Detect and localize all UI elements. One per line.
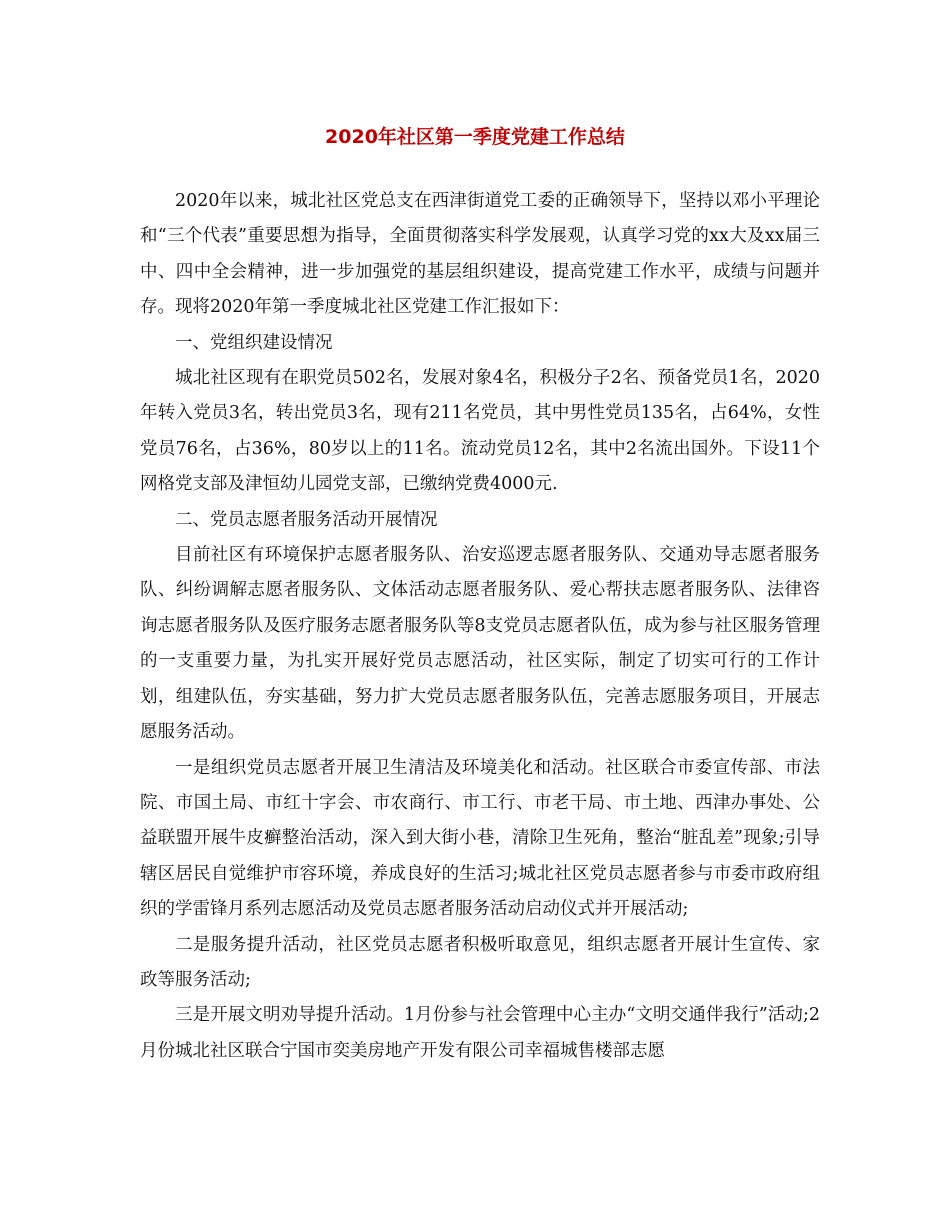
section-heading-2: 二、党员志愿者服务活动开展情况: [175, 509, 438, 530]
paragraph-party-org: 城北社区现有在职党员502名，发展对象4名，积极分子2名、预备党员1名，2020年转入党员3名，转出党员3名，现有211名党员，其中男性党员135名，占64%，女性党员76名，占36%，80岁以上的11名。流动党员12名，其中2名流出国外。下设11个网格党支部及津恒幼儿园党支部，已缴纳党费4000元.: [140, 368, 820, 495]
paragraph-item-3: 三是开展文明劝导提升活动。1月份参与社会管理中心主办“文明交通伴我行”活动;2月份城北社区联合宁国市奕美房地产开发有限公司幸福城售楼部志愿: [140, 1005, 820, 1061]
paragraph-volunteer-teams: 目前社区有环境保护志愿者服务队、治安巡逻志愿者服务队、交通劝导志愿者服务队、纠纷调解志愿者服务队、文体活动志愿者服务队、爱心帮扶志愿者服务队、法律咨询志愿者服务队及医疗服务志愿者服务队等8支党员志愿者队伍，成为参与社区服务管理的一支重要力量，为扎实开展好党员志愿活动，社区实际，制定了切实可行的工作计划，组建队伍，夯实基础，努力扩大党员志愿者服务队伍，完善志愿服务项目，开展志愿服务活动。: [140, 545, 820, 743]
document-body: [140, 184, 820, 1069]
section-heading-1: 一、党组织建设情况: [175, 332, 333, 353]
paragraph-item-1: 一是组织党员志愿者开展卫生清洁及环境美化和活动。社区联合市委宣传部、市法院、市国土局、市红十字会、市农商行、市工行、市老干局、市土地、西津办事处、公益联盟开展牛皮癣整治活动，深入到大街小巷，清除卫生死角，整治“脏乱差”现象;引导辖区居民自觉维护市容环境，养成良好的生活习;城北社区党员志愿者参与市委市政府组织的学雷锋月系列志愿活动及党员志愿者服务活动启动仪式并开展活动;: [140, 757, 820, 920]
paragraph-item-2: 二是服务提升活动，社区党员志愿者积极听取意见，组织志愿者开展计生宣传、家政等服务活动;: [140, 934, 820, 990]
paragraph-intro: 2020年以来，城北社区党总支在西津街道党工委的正确领导下，坚持以邓小平理论和“三个代表”重要思想为指导，全面贯彻落实科学发展观，认真学习党的xx大及xx届三中、四中全会精神，进一步加强党的基层组织建设，提高党建工作水平，成绩与问题并存。现将2020年第一季度城北社区党建工作汇报如下：: [140, 191, 820, 318]
document-title: 2020年社区第一季度党建工作总结: [325, 126, 625, 148]
